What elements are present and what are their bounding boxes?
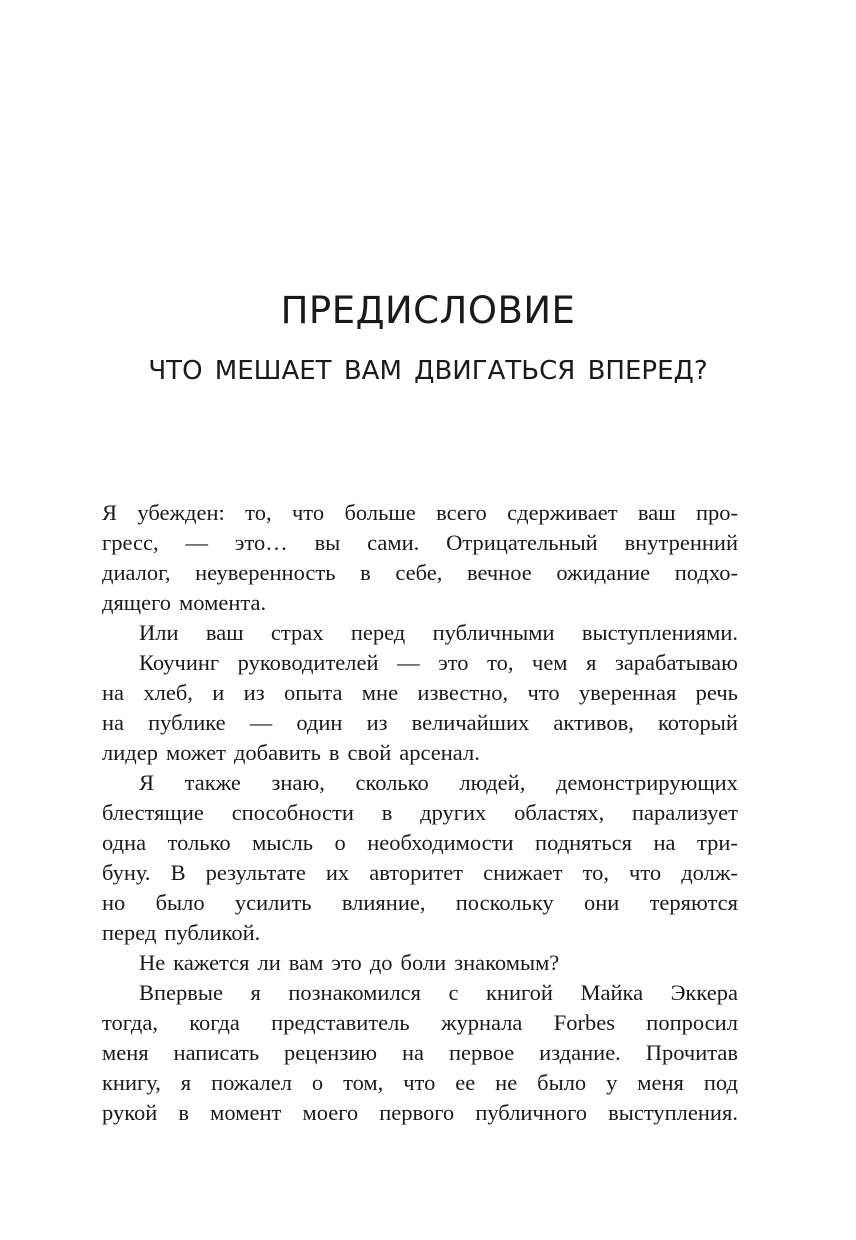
word: познакомился	[288, 980, 422, 1005]
text-line	[102, 948, 738, 978]
word: сдерживает	[507, 500, 618, 525]
word: это	[438, 650, 469, 675]
word: в	[178, 1100, 190, 1125]
word: момента.	[179, 590, 267, 615]
word: ли	[257, 950, 281, 975]
word: парализует	[632, 800, 738, 825]
word: снижает	[483, 860, 563, 885]
word: —	[249, 710, 273, 735]
word: В	[170, 860, 186, 885]
word: влияние,	[341, 890, 426, 915]
text-line	[102, 1008, 738, 1038]
word: и	[212, 680, 225, 705]
word: перед	[350, 620, 406, 645]
word: у	[606, 1070, 618, 1095]
word: до	[369, 950, 393, 975]
word: диалог,	[102, 560, 171, 585]
word: рецензию	[284, 1040, 378, 1065]
word: на	[102, 710, 125, 735]
word: перед	[102, 920, 157, 945]
word: то,	[582, 860, 609, 885]
word: моего	[302, 1100, 359, 1125]
word: подняться	[535, 830, 632, 855]
word: кажется	[173, 950, 250, 975]
word: блестящие	[102, 800, 204, 825]
word: публичного	[475, 1100, 587, 1125]
word: одна	[102, 830, 147, 855]
word: попросил	[646, 1010, 738, 1035]
word: было	[155, 890, 205, 915]
word: речь	[695, 680, 738, 705]
word: на	[102, 680, 125, 705]
word: один	[296, 710, 343, 735]
text-line	[102, 528, 738, 558]
word: первое	[448, 1040, 515, 1065]
word: мне	[361, 680, 399, 705]
text-line	[102, 978, 738, 1008]
word: было	[537, 1070, 587, 1095]
word: издание.	[539, 1040, 621, 1065]
word: знаю,	[271, 770, 325, 795]
word: всего	[436, 500, 487, 525]
text-line	[102, 1068, 738, 1098]
word: их	[325, 860, 350, 885]
text-line	[102, 678, 738, 708]
word: про-	[695, 500, 738, 525]
word: руководителей	[237, 650, 379, 675]
word: ваш	[205, 620, 244, 645]
word: первого	[379, 1100, 455, 1125]
word: страх	[270, 620, 324, 645]
word: демонстрирующих	[555, 770, 738, 795]
word: вечное	[466, 560, 532, 585]
word: теряются	[649, 890, 738, 915]
text-line	[102, 768, 738, 798]
word: также	[184, 770, 241, 795]
word: публике	[148, 710, 226, 735]
word: Эккера	[670, 980, 738, 1005]
word: Я	[139, 770, 155, 795]
word: они	[583, 890, 620, 915]
word: активов,	[553, 710, 634, 735]
word: вы	[314, 530, 341, 555]
word: Я	[102, 500, 118, 525]
word: только	[167, 830, 231, 855]
word: меня	[637, 1070, 684, 1095]
word: в	[381, 800, 393, 825]
word: с	[448, 980, 459, 1005]
word: мысль	[252, 830, 313, 855]
word: когда	[189, 1010, 240, 1035]
text-line	[102, 588, 738, 618]
word: поскольку	[455, 890, 554, 915]
word: авторитет	[369, 860, 464, 885]
text-line	[102, 888, 738, 918]
word: вам	[288, 950, 324, 975]
word: Прочитав	[645, 1040, 738, 1065]
word: может	[165, 740, 226, 765]
word: из	[366, 710, 388, 735]
word: публичными	[432, 620, 555, 645]
text-line	[102, 648, 738, 678]
word: том,	[343, 1070, 384, 1095]
word: книгу,	[102, 1070, 161, 1095]
word: зарабатываю	[614, 650, 738, 675]
word: внутренний	[624, 530, 738, 555]
text-line	[102, 498, 738, 528]
word: величайших	[411, 710, 530, 735]
word: ожидание	[556, 560, 651, 585]
word: усилить	[234, 890, 312, 915]
text-line	[102, 1038, 738, 1068]
word: дящего	[102, 590, 172, 615]
word: на	[402, 1040, 425, 1065]
word: арсенал.	[399, 740, 480, 765]
word: момент	[210, 1100, 282, 1125]
word: свой	[347, 740, 392, 765]
word: что	[629, 860, 662, 885]
word: тогда,	[102, 1010, 158, 1035]
word: выступления.	[608, 1100, 738, 1125]
word: известно,	[417, 680, 509, 705]
word: других	[420, 800, 487, 825]
word: уверенная	[578, 680, 677, 705]
text-line	[102, 558, 738, 588]
word: буну.	[102, 860, 151, 885]
word: журнала	[440, 1010, 523, 1035]
word: убежден:	[137, 500, 225, 525]
word: о	[334, 830, 346, 855]
word: людей,	[459, 770, 526, 795]
word: рукой	[102, 1100, 158, 1125]
text-line	[102, 918, 738, 948]
word: Впервые	[139, 980, 224, 1005]
word: что	[527, 680, 560, 705]
word: публикой.	[164, 920, 261, 945]
word: о	[311, 1070, 324, 1095]
word: то,	[487, 650, 514, 675]
word: выступлениями.	[581, 620, 738, 645]
word: написать	[173, 1040, 260, 1065]
word: подхо-	[674, 560, 738, 585]
word: в	[360, 560, 371, 585]
word: —	[185, 530, 208, 555]
word: Не	[139, 950, 166, 975]
word: но	[102, 890, 126, 915]
word: Или	[139, 620, 179, 645]
word: способности	[231, 800, 354, 825]
word: который	[657, 710, 738, 735]
word: то,	[245, 500, 272, 525]
word: сколько	[355, 770, 429, 795]
word: я	[586, 650, 597, 675]
word: это	[331, 950, 362, 975]
word: я	[180, 1070, 192, 1095]
word: что	[291, 500, 325, 525]
word: три-	[697, 830, 738, 855]
word: из	[243, 680, 265, 705]
chapter-subtitle: ЧТО МЕШАЕТ ВАМ ДВИГАТЬСЯ ВПЕРЕД?	[148, 356, 708, 386]
word: результате	[205, 860, 306, 885]
word: на	[653, 830, 676, 855]
text-line	[102, 738, 738, 768]
word: долж-	[681, 860, 738, 885]
text-line	[102, 708, 738, 738]
word: это…	[234, 530, 288, 555]
chapter-title: ПРЕДИСЛОВИЕ	[280, 289, 576, 332]
word: пожалел	[211, 1070, 292, 1095]
word: Отрицательный	[446, 530, 598, 555]
word: чем	[532, 650, 568, 675]
word: областях,	[514, 800, 605, 825]
word: опыта	[283, 680, 343, 705]
word: книгой	[485, 980, 553, 1005]
word: гресс,	[102, 530, 159, 555]
word: неуверенность	[195, 560, 336, 585]
text-line	[102, 828, 738, 858]
text-line	[102, 1098, 738, 1128]
word: знакомым?	[454, 950, 560, 975]
word: под	[703, 1070, 738, 1095]
word: лидер	[102, 740, 158, 765]
text-line	[102, 858, 738, 888]
word: в	[328, 740, 340, 765]
body-text	[102, 498, 738, 1128]
word: себе,	[395, 560, 443, 585]
word: что	[403, 1070, 436, 1095]
word: Коучинг	[139, 650, 220, 675]
word: боли	[400, 950, 447, 975]
word: я	[250, 980, 261, 1005]
word: —	[397, 650, 420, 675]
text-line	[102, 618, 738, 648]
word: представитель	[271, 1010, 410, 1035]
word: Forbes	[553, 1010, 615, 1035]
word: сами.	[367, 530, 420, 555]
word: ваш	[637, 500, 676, 525]
word: необходимости	[367, 830, 514, 855]
text-line	[102, 798, 738, 828]
word: не	[495, 1070, 518, 1095]
word: Майка	[580, 980, 644, 1005]
word: добавить	[233, 740, 321, 765]
word: хлеб,	[143, 680, 193, 705]
word: ее	[455, 1070, 476, 1095]
word: больше	[344, 500, 416, 525]
word: меня	[102, 1040, 149, 1065]
